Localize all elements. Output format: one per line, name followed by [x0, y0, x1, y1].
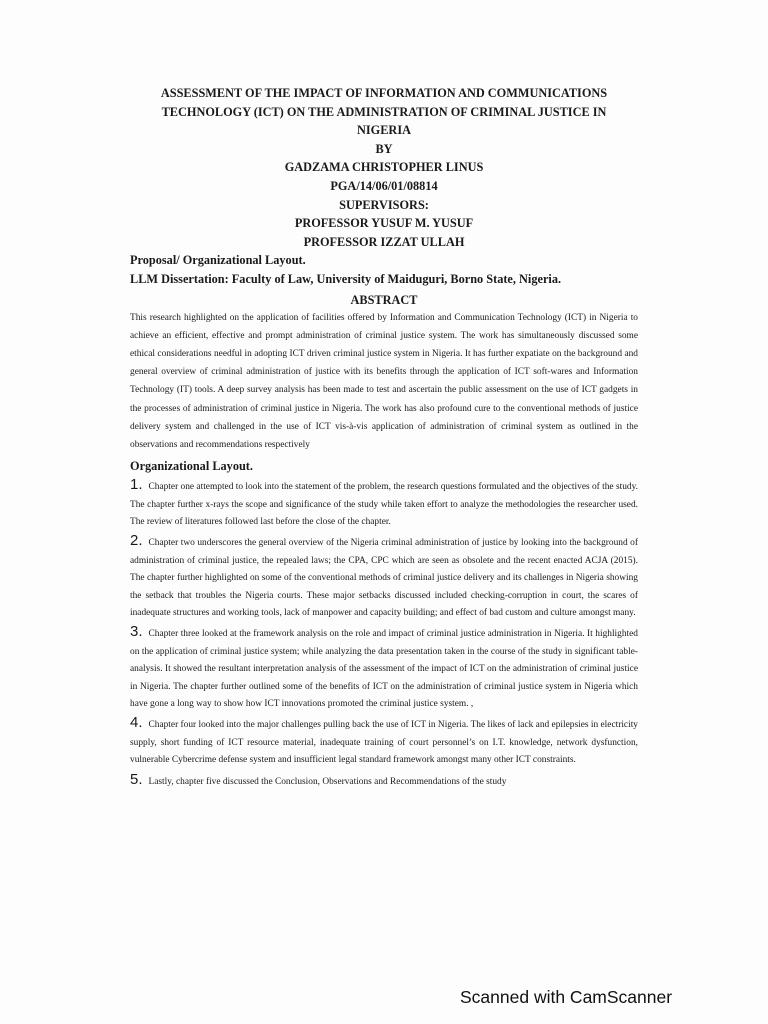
author-name: GADZAMA CHRISTOPHER LINUS	[284, 160, 484, 175]
chapter-item	[130, 771, 638, 791]
chapter-text: Chapter two underscores the general overview of the Nigeria criminal administration of justice by looking into the background of administration of criminal justice, the repealed laws; the CPA, CPC which are seen as obsolete and the recent enacted ACJA (2015). The chapter further highlighted on some of the conventional methods of criminal justice delivery and its challenges in Nigeria showing the setback that troubles the Nigeria courts. These major setbacks discussed included checking-corruption in court, the scares of inadequate structures and working tools, lack of manpower and capacity building; and effect of bad custom and culture amongst many.	[130, 538, 638, 618]
chapter-item	[130, 476, 638, 531]
chapter-number: 1.	[130, 476, 143, 494]
supervisor-name: PROFESSOR IZZAT ULLAH	[303, 234, 465, 249]
chapter-item	[130, 623, 638, 713]
supervisor-name: PROFESSOR YUSUF M. YUSUF	[294, 216, 474, 231]
camscanner-watermark: Scanned with CamScanner	[460, 987, 673, 1007]
title-line: TECHNOLOGY (ICT) ON THE ADMINISTRATION OF CRIMINAL JUSTICE IN	[161, 104, 607, 119]
dissertation-line: LLM Dissertation: Faculty of Law, University of Maiduguri, Borno State, Nigeria.	[130, 271, 562, 286]
by-label: BY	[375, 141, 393, 156]
supervisors-label: SUPERVISORS:	[339, 197, 429, 212]
chapter-number: 3.	[130, 623, 143, 641]
proposal-line: Proposal/ Organizational Layout.	[130, 253, 306, 268]
chapter-number: 5.	[130, 770, 143, 788]
chapter-item	[130, 532, 638, 622]
abstract-heading: ABSTRACT	[350, 292, 418, 307]
chapter-item	[130, 714, 638, 769]
chapter-text: Chapter one attempted to look into the statement of the problem, the research questions formulated and the objectives of the study. The chapter further x-rays the scope and significance of the study while taken effort to analyze the methodologies the researcher used. The review of literatures followed last before the close of the chapter.	[130, 482, 638, 527]
organizational-layout-heading: Organizational Layout.	[130, 459, 253, 474]
abstract-text: This research highlighted on the application of facilities offered by Information and Communication Technology (ICT) in Nigeria to achieve an efficient, effective and prompt administration of criminal justice system. The work has simultaneously discussed some ethical considerations needful in adopting ICT driven criminal justice system in Nigeria. It has further expatiate on the background and general overview of criminal administration of justice with its benefits through the application of ICT soft-wares and Information Technology (IT) tools. A deep survey analysis has been made to test and ascertain the public assessment on the use of ICT gadgets in the processes of administration of criminal justice in Nigeria. The work has also profound cure to the conventional methods of justice delivery system and challenged in the use of ICT vis-à-vis application of administration of criminal system as outlined in the observations and recommendations respectively	[130, 312, 638, 450]
title-line: ASSESSMENT OF THE IMPACT OF INFORMATION AND COMMUNICATIONS	[160, 86, 608, 100]
registration-number: PGA/14/06/01/08814	[330, 178, 438, 193]
chapter-text: Chapter three looked at the framework analysis on the role and impact of criminal justice administration in Nigeria. It highlighted on the application of criminal justice system; while analyzing the data presentation taken in the course of the study in significant table-analysis. It showed the resultant interpretation analysis of the assessment of the impact of ICT on the administration of criminal justice in Nigeria. The chapter further outlined some of the benefits of ICT on the administration of criminal justice system in Nigeria which have gone a long way to show how ICT innovations promoted the criminal justice system. ,	[130, 629, 638, 710]
document-body	[130, 84, 638, 791]
title-block	[130, 84, 638, 251]
chapter-text: Lastly, chapter five discussed the Conclusion, Observations and Recommendations of the study	[148, 776, 507, 787]
chapter-text: Chapter four looked into the major challenges pulling back the use of ICT in Nigeria. The likes of lack and epilepsies in electricity supply, short funding of ICT resource material, inadequate training of court personnel’s on I.T. knowledge, network dysfunction, vulnerable Cybercrime defense system and insufficient legal standard framework amongst many other ICT constraints.	[130, 720, 638, 766]
chapter-number: 4.	[130, 714, 143, 732]
title-line: NIGERIA	[357, 123, 411, 138]
chapter-number: 2.	[130, 532, 143, 550]
